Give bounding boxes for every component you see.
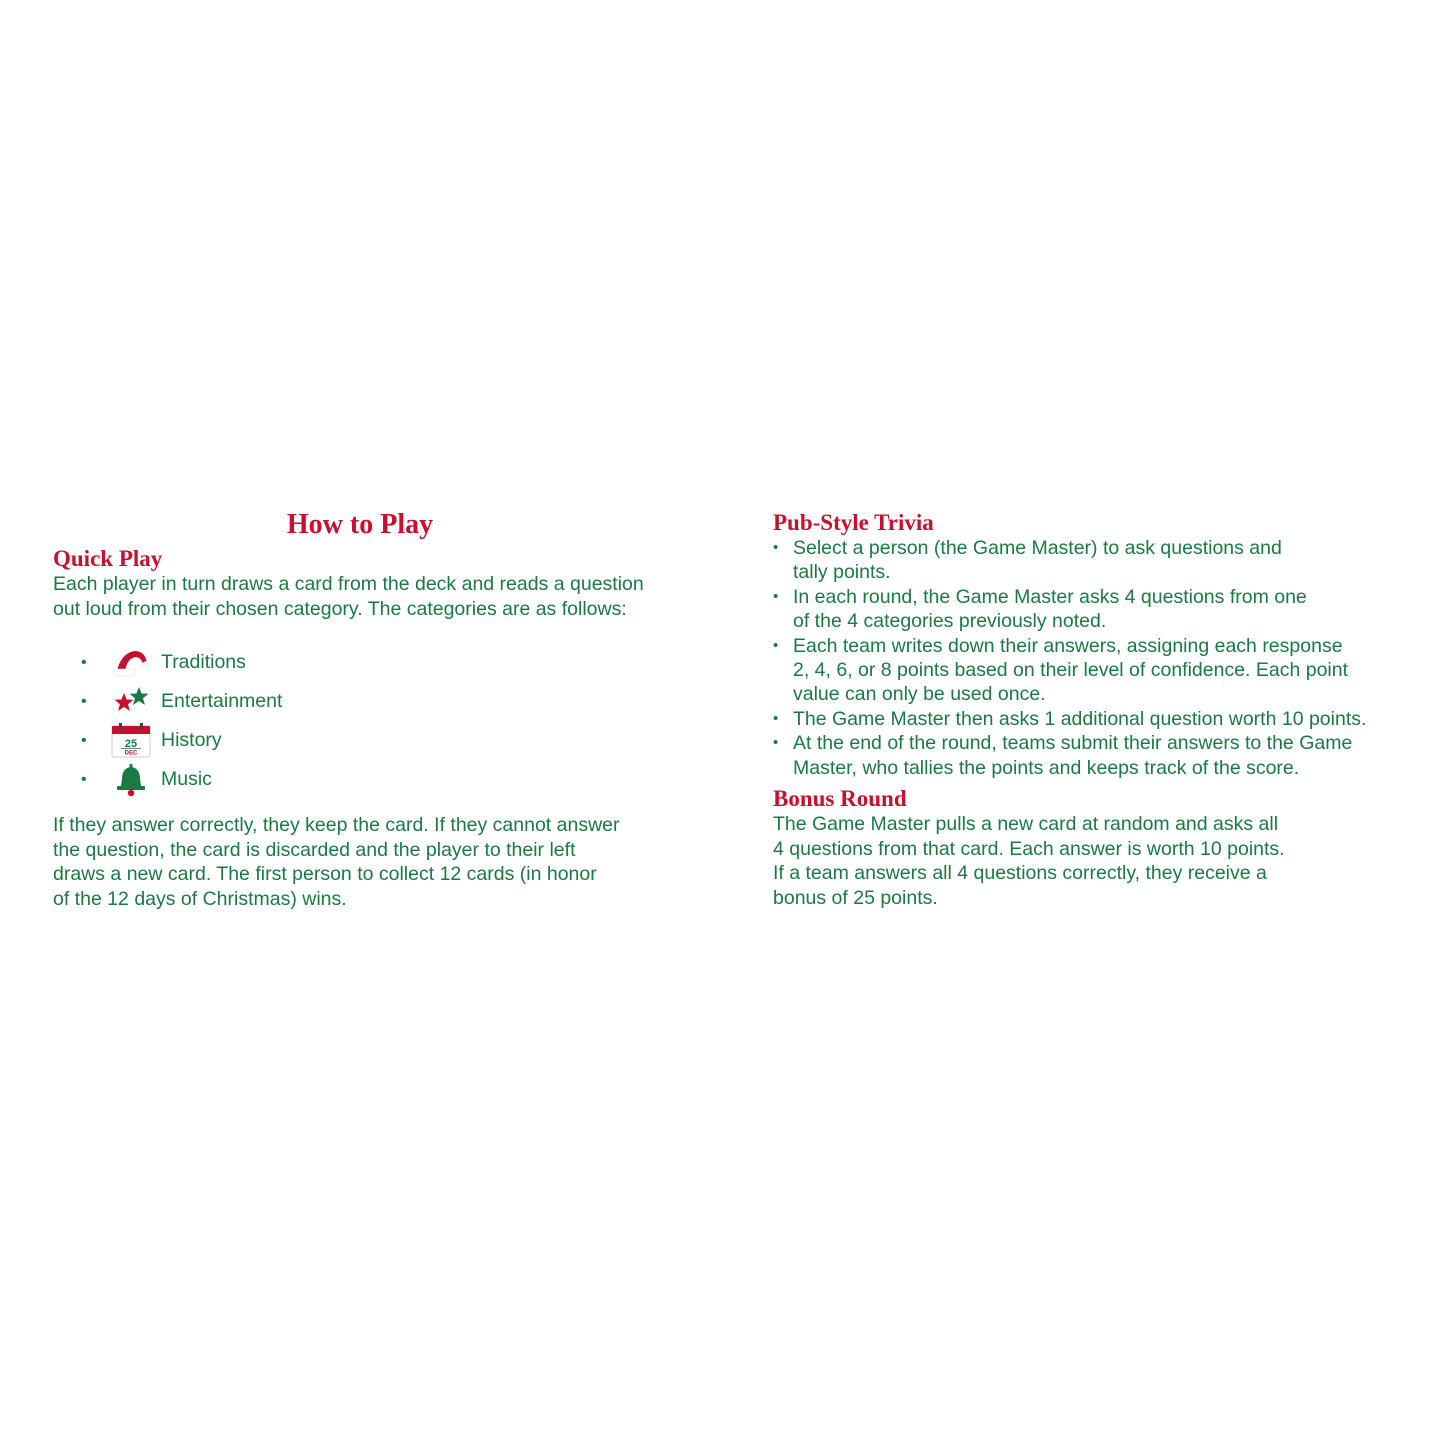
- category-item-entertainment: [53, 682, 683, 721]
- category-item-traditions: [53, 643, 683, 682]
- bullet: •: [81, 731, 87, 749]
- category-label: Traditions: [161, 651, 246, 673]
- quick-play-intro: [53, 572, 683, 621]
- rule-line: Each team writes down their answers, assigning each response: [793, 634, 1343, 657]
- outro-line: If they answer correctly, they keep the card. If they cannot answer: [53, 814, 620, 836]
- quick-play-heading: Quick Play: [53, 546, 163, 571]
- bonus-round-heading: Bonus Round: [773, 786, 907, 812]
- rule-item: [773, 634, 1413, 707]
- bullet: •: [773, 636, 779, 654]
- rule-line: In each round, the Game Master asks 4 questions from one: [793, 585, 1307, 608]
- rule-line: of the 4 categories previously noted.: [793, 610, 1107, 633]
- category-list: [53, 643, 683, 799]
- bell-icon: [111, 762, 151, 798]
- bullet: •: [81, 770, 87, 788]
- page-title: How to Play: [286, 509, 434, 540]
- category-item-history: [53, 721, 683, 760]
- rule-item: [773, 731, 1413, 780]
- santa-hat-icon: [111, 645, 151, 681]
- rule-item: [773, 536, 1413, 585]
- bullet: •: [81, 653, 87, 671]
- left-column: [53, 508, 683, 911]
- outro-line: draws a new card. The first person to collect 12 cards (in honor: [53, 863, 597, 885]
- bonus-line: If a team answers all 4 questions correctly, they receive a: [773, 862, 1267, 885]
- bonus-line: bonus of 25 points.: [773, 886, 938, 909]
- right-column: [773, 510, 1413, 910]
- outro-line: of the 12 days of Christmas) wins.: [53, 887, 347, 910]
- bullet: •: [773, 709, 779, 727]
- bullet: •: [81, 692, 87, 710]
- bullet: •: [773, 587, 779, 605]
- calendar-day: 25: [124, 737, 138, 750]
- rule-line: The Game Master then asks 1 additional question worth 10 points.: [793, 707, 1367, 730]
- intro-line: Each player in turn draws a card from the deck and reads a question: [53, 573, 644, 595]
- bonus-round-text: [773, 812, 1413, 910]
- bonus-line: 4 questions from that card. Each answer is worth 10 points.: [773, 837, 1285, 860]
- calendar-month: DEC: [124, 750, 138, 756]
- outro-line: the question, the card is discarded and the player to their left: [53, 838, 576, 861]
- bonus-line: The Game Master pulls a new card at random and asks all: [773, 813, 1279, 836]
- rule-line: value can only be used once.: [793, 683, 1046, 706]
- calendar-icon: [111, 723, 151, 759]
- intro-line: out loud from their chosen category. The categories are as follows:: [53, 597, 627, 620]
- rule-item: [773, 585, 1413, 634]
- rule-line: Select a person (the Game Master) to ask questions and: [793, 537, 1282, 559]
- pub-style-rules: [773, 536, 1413, 780]
- category-label: Music: [161, 768, 212, 790]
- stars-icon: [111, 684, 151, 720]
- category-item-music: [53, 760, 683, 799]
- bullet: •: [773, 734, 779, 752]
- quick-play-outro: [53, 813, 683, 911]
- rule-item: [773, 707, 1413, 731]
- rule-line: Master, who tallies the points and keeps track of the score.: [793, 756, 1300, 779]
- category-label: Entertainment: [161, 690, 283, 712]
- rule-line: tally points.: [793, 561, 891, 584]
- rule-line: At the end of the round, teams submit their answers to the Game: [793, 732, 1353, 755]
- category-label: History: [161, 729, 222, 751]
- bullet: •: [773, 539, 779, 556]
- pub-style-heading: Pub-Style Trivia: [773, 510, 934, 535]
- rule-line: 2, 4, 6, or 8 points based on their level of confidence. Each point: [793, 659, 1349, 682]
